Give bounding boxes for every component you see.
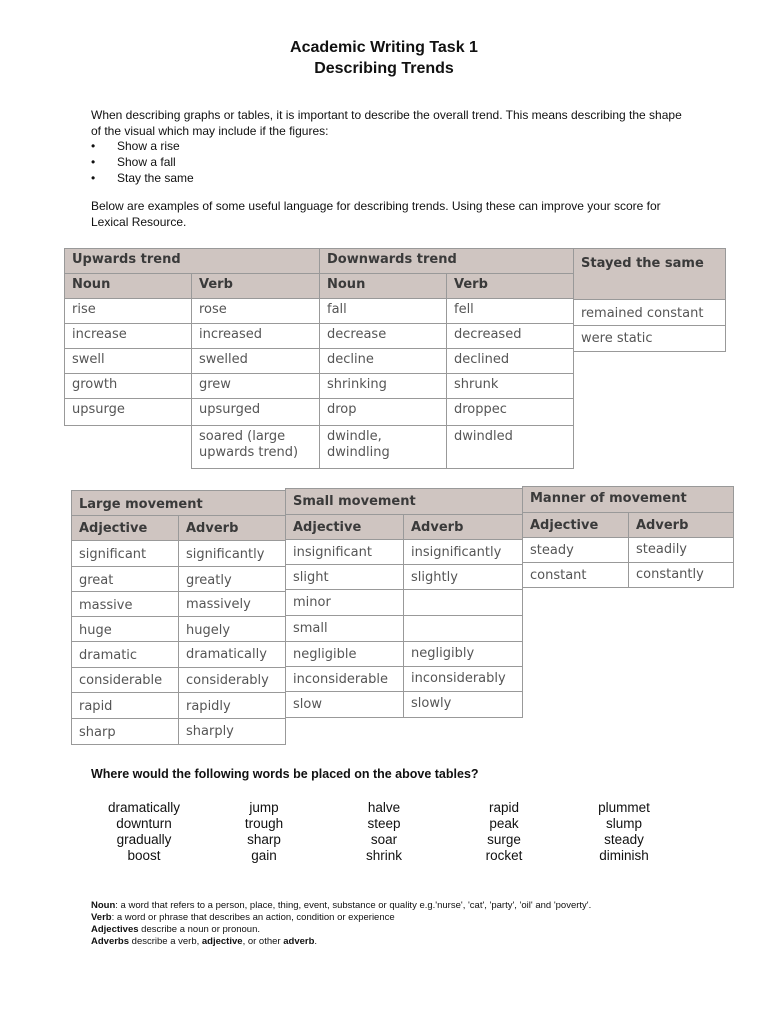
- trend-cell: remained constant: [573, 299, 726, 326]
- movement-cell: considerably: [178, 667, 286, 693]
- movement-cell: constantly: [628, 562, 734, 588]
- word-item: jump: [249, 800, 279, 815]
- question-heading: Where would the following words be placed on the above tables?: [91, 767, 479, 781]
- movement-cell: inconsiderable: [285, 666, 404, 692]
- trend-cell: increased: [191, 323, 320, 349]
- word-item: gain: [251, 848, 277, 863]
- trend-cell: increase: [64, 323, 192, 349]
- word-column: [329, 800, 439, 864]
- movement-cell: huge: [71, 616, 179, 642]
- stayed-same-header: Stayed the same: [573, 248, 726, 300]
- word-item: soar: [370, 832, 398, 847]
- movement-cell: dramatically: [178, 641, 286, 668]
- small-adjective-header: Adjective: [285, 514, 404, 540]
- trend-cell: droppec: [446, 398, 574, 426]
- small-adverb-header: Adverb: [403, 514, 523, 540]
- movement-cell: greatly: [178, 566, 286, 592]
- adverbs-definition: Adverbs describe a verb, adjective, or other adverb.: [91, 936, 318, 947]
- below-paragraph: Below are examples of some useful language for describing trends. Using these can improve your score for Lexical Resource.: [91, 199, 661, 229]
- word-column: [449, 800, 559, 864]
- adjectives-definition: Adjectives describe a noun or pronoun.: [91, 924, 261, 935]
- movement-cell: steadily: [628, 537, 734, 563]
- page-title: Academic Writing Task 1: [290, 39, 478, 56]
- word-item: halve: [367, 800, 401, 815]
- trend-cell: swelled: [191, 348, 320, 374]
- trend-cell: dwindled: [446, 425, 574, 469]
- movement-cell: steady: [522, 537, 629, 563]
- movement-cell: slowly: [403, 691, 523, 718]
- definitions: [91, 900, 591, 948]
- intro-paragraph: When describing graphs or tables, it is important to describe the overall trend. This means describing the shape of the visual which may include if the figures:: [91, 108, 682, 138]
- word-column: [209, 800, 319, 864]
- movement-cell: inconsiderably: [403, 666, 523, 692]
- trend-cell: fall: [319, 298, 447, 324]
- large-adverb-header: Adverb: [178, 515, 286, 541]
- movement-cell: massively: [178, 591, 286, 617]
- trend-cell: drop: [319, 398, 447, 426]
- downwards-noun-header: Noun: [319, 273, 447, 299]
- trend-cell: shrinking: [319, 373, 447, 399]
- word-item: shrink: [365, 848, 402, 863]
- trend-cell: rose: [191, 298, 320, 324]
- trend-cell: fell: [446, 298, 574, 324]
- movement-cell: constant: [522, 562, 629, 588]
- movement-cell: negligibly: [403, 641, 523, 667]
- word-item: rapid: [488, 800, 520, 815]
- movement-cell: sharply: [178, 718, 286, 745]
- movement-cell: [403, 615, 523, 642]
- trend-cell: shrunk: [446, 373, 574, 399]
- downwards-verb-header: Verb: [446, 273, 574, 299]
- movement-cell: slight: [285, 564, 404, 590]
- trend-cell: rise: [64, 298, 192, 324]
- movement-cell: significant: [71, 540, 179, 567]
- word-item: dramatically: [107, 800, 181, 815]
- word-item: diminish: [599, 848, 649, 863]
- word-item: downturn: [116, 816, 172, 831]
- bullet-item: • Show a fall: [91, 154, 194, 170]
- trend-cell: grew: [191, 373, 320, 399]
- upwards-verb-header: Verb: [191, 273, 320, 299]
- manner-movement-header: Manner of movement: [522, 486, 734, 513]
- movement-cell: massive: [71, 591, 179, 617]
- word-column: [569, 800, 679, 864]
- trend-cell: decline: [319, 348, 447, 374]
- small-movement-header: Small movement: [285, 488, 523, 515]
- trend-cell: upsurge: [64, 398, 192, 426]
- trend-cell: upsurged: [191, 398, 320, 426]
- trend-cell: declined: [446, 348, 574, 374]
- upwards-trend-header: Upwards trend: [64, 248, 320, 274]
- upwards-noun-header: Noun: [64, 273, 192, 299]
- trend-cell: were static: [573, 325, 726, 352]
- movement-cell: slightly: [403, 564, 523, 590]
- movement-cell: dramatic: [71, 641, 179, 668]
- movement-cell: hugely: [178, 616, 286, 642]
- manner-adverb-header: Adverb: [628, 512, 734, 538]
- movement-cell: [403, 589, 523, 616]
- word-item: trough: [244, 816, 284, 831]
- movement-cell: small: [285, 615, 404, 642]
- manner-adjective-header: Adjective: [522, 512, 629, 538]
- bullet-item: • Stay the same: [91, 170, 194, 186]
- trend-cell: soared (large upwards trend): [191, 425, 320, 469]
- noun-definition: Noun: a word that refers to a person, place, thing, event, substance or quality e.g.'nurse', 'cat', 'party', 'oil' and 'poverty'.: [91, 900, 592, 911]
- movement-cell: great: [71, 566, 179, 592]
- downwards-trend-header: Downwards trend: [319, 248, 574, 274]
- word-item: rocket: [485, 848, 523, 863]
- verb-definition: Verb: a word or phrase that describes an action, condition or experience: [91, 912, 395, 923]
- large-adjective-header: Adjective: [71, 515, 179, 541]
- trend-cell: swell: [64, 348, 192, 374]
- word-item: steep: [367, 816, 401, 831]
- trend-cell: decreased: [446, 323, 574, 349]
- word-item: steady: [604, 832, 644, 847]
- word-item: sharp: [247, 832, 281, 847]
- movement-cell: negligible: [285, 641, 404, 667]
- word-item: peak: [489, 816, 519, 831]
- trend-cell: growth: [64, 373, 192, 399]
- word-column: [89, 800, 199, 864]
- movement-cell: considerable: [71, 667, 179, 693]
- movement-cell: insignificant: [285, 539, 404, 565]
- word-item: plummet: [598, 800, 650, 815]
- word-item: gradually: [116, 832, 172, 847]
- word-item: slump: [605, 816, 642, 831]
- large-movement-header: Large movement: [71, 490, 286, 516]
- movement-cell: sharp: [71, 718, 179, 745]
- movement-cell: rapid: [71, 692, 179, 719]
- movement-cell: minor: [285, 589, 404, 616]
- movement-cell: significantly: [178, 540, 286, 567]
- movement-cell: rapidly: [178, 692, 286, 719]
- trend-cell: dwindle, dwindling: [319, 425, 447, 469]
- trend-cell: decrease: [319, 323, 447, 349]
- movement-cell: insignificantly: [403, 539, 523, 565]
- word-item: surge: [487, 832, 521, 847]
- movement-cell: slow: [285, 691, 404, 718]
- bullet-item: • Show a rise: [91, 138, 194, 154]
- page-subtitle: Describing Trends: [314, 60, 454, 77]
- word-item: boost: [127, 848, 161, 863]
